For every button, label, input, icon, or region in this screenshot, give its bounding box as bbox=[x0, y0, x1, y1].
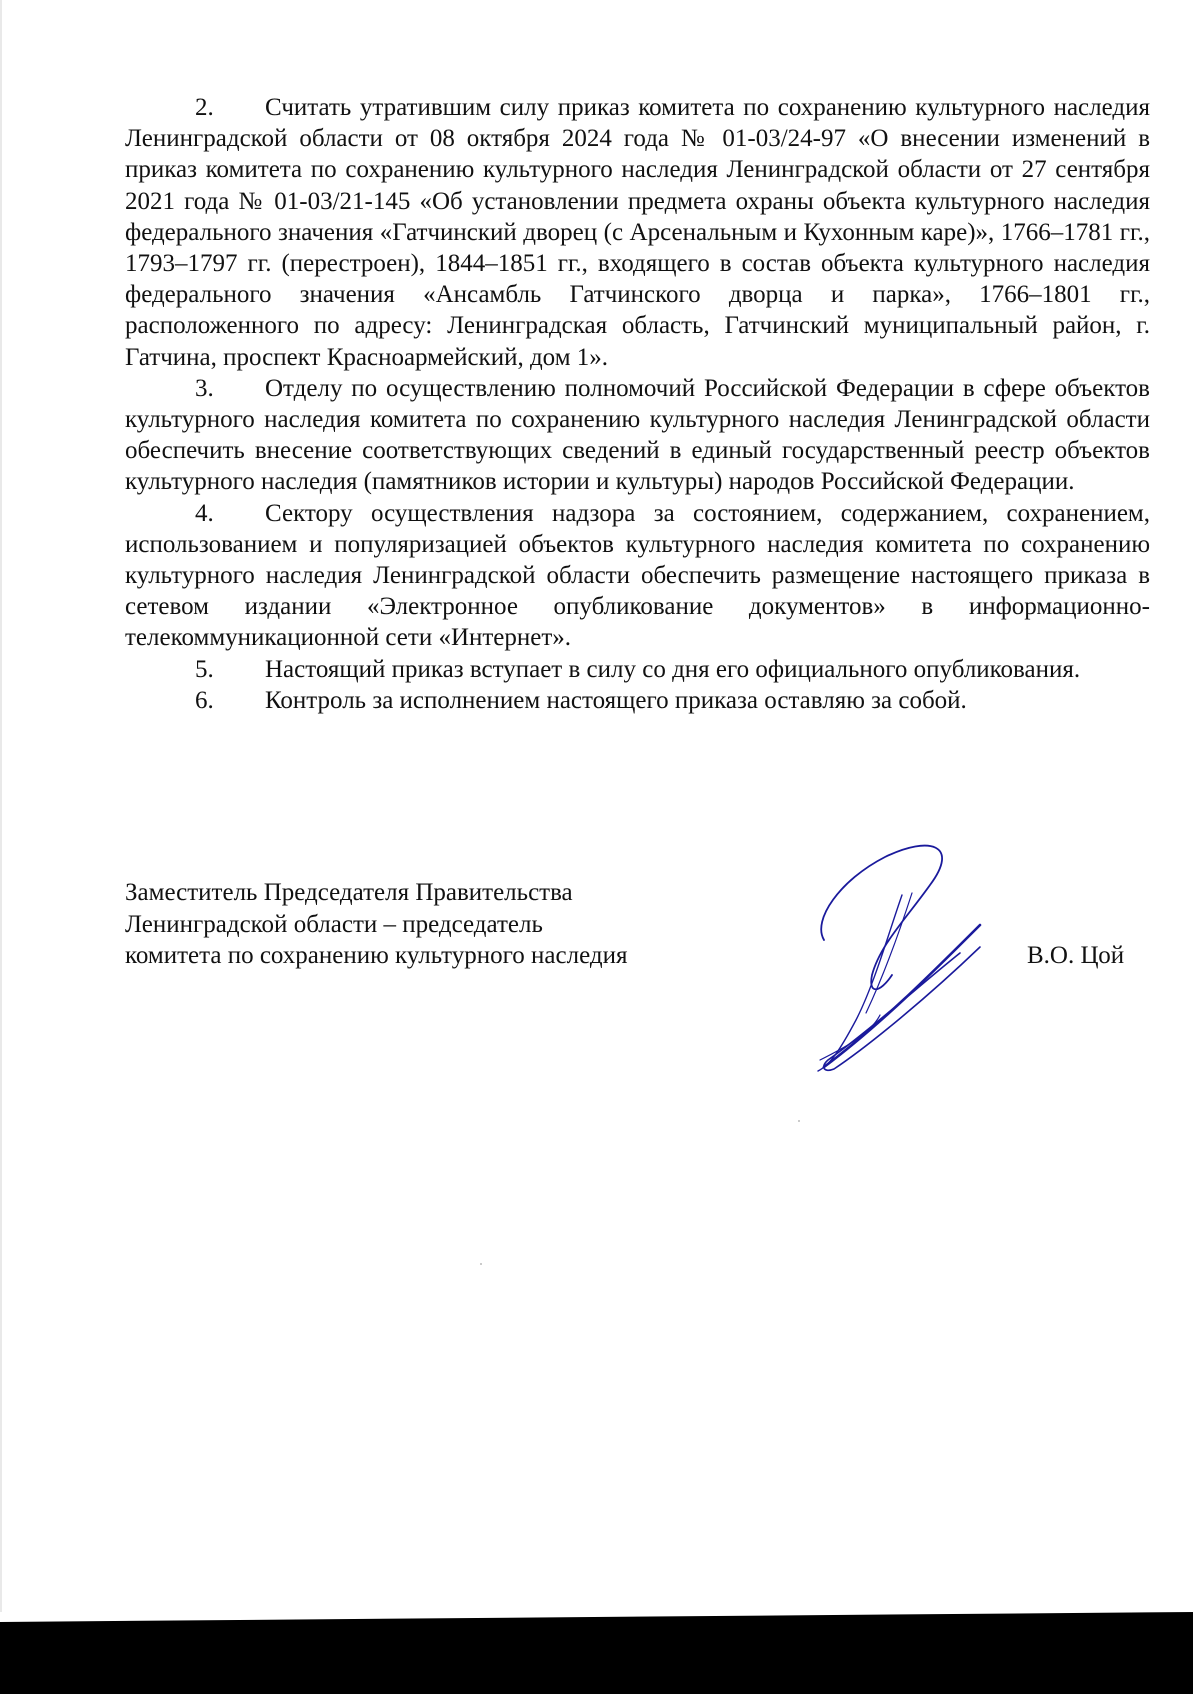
scan-speck bbox=[798, 1120, 800, 1122]
document-body bbox=[125, 92, 1150, 716]
signature-stroke bbox=[824, 947, 980, 1070]
paragraph-number: 3. bbox=[195, 374, 214, 402]
signature-stroke bbox=[866, 893, 912, 1013]
signer-position bbox=[125, 877, 765, 972]
scan-dark-band bbox=[0, 1612, 1200, 1694]
signer-position-line: Заместитель Председателя Правительства bbox=[125, 879, 573, 906]
paragraph-text: Контроль за исполнением настоящего приказа оставляю за собой. bbox=[265, 686, 967, 714]
paragraph-text: Настоящий приказ вступает в силу со дня его официального опубликования. bbox=[265, 655, 1081, 683]
paragraph-text: Считать утратившим силу приказ комитета по сохранению культурного наследия Ленинградской области от 08 октября 2024 года № 01-03/24-97 «О внесении изменений в приказ комитета по сохранению культурного наследия Ленинградской области от 27 сентября 2021 года № 01-03/21-145 «Об установлении предмета охраны объекта культурного наследия федерального значения «Гатчинский дворец (с Арсенальным и Кухонным каре)», 1766–1781 гг., 1793–1797 гг. (перестроен), 1844–1851 гг., входящего в состав объекта культурного наследия федерального значения «Ансамбль Гатчинского дворца и парка», 1766–1801 гг., расположенного по адресу: Ленинградская область, Гатчинский муниципальный район, г. Гатчина, проспект Красноармейский, дом 1». bbox=[125, 94, 1150, 371]
handwritten-signature bbox=[810, 835, 1010, 1085]
paragraph-text: Отделу по осуществлению полномочий Российской Федерации в сфере объектов культурного наследия комитета по сохранению культурного наследия Ленинградской области обеспечить внесение соответствующих сведений в единый государственный реестр объектов культурного наследия (памятников истории и культуры) народов Российской Федерации. bbox=[125, 374, 1150, 496]
paragraph-6 bbox=[125, 685, 1150, 716]
signer-name: В.О. Цой bbox=[1027, 942, 1125, 969]
paragraph-4 bbox=[125, 498, 1150, 654]
signature-stroke bbox=[820, 1015, 880, 1060]
scan-speck bbox=[480, 1263, 482, 1265]
scan-edge-shadow bbox=[0, 0, 2, 1620]
signature-stroke bbox=[818, 895, 902, 1071]
paragraph-number: 4. bbox=[195, 499, 214, 527]
signer-position-line: Ленинградской области – председатель bbox=[125, 910, 543, 938]
paragraph-text: Сектору осуществления надзора за состоянием, содержанием, сохранением, использованием и популяризацией объектов культурного наследия комитета по сохранению культурного наследия Ленинградской области обеспечить размещение настоящего приказа в сетевом издании «Электронное опубликование документов» в информационно-телекоммуникационной сети «Интернет». bbox=[125, 499, 1150, 652]
paragraph-2 bbox=[125, 92, 1150, 373]
signature-stroke bbox=[821, 846, 942, 990]
signer-position-line: комитета по сохранению культурного наследия bbox=[125, 942, 628, 969]
paragraph-number: 2. bbox=[195, 94, 214, 121]
paragraph-number: 6. bbox=[195, 686, 214, 714]
paragraph-5 bbox=[125, 654, 1150, 685]
paragraph-number: 5. bbox=[195, 655, 214, 683]
paragraph-3 bbox=[125, 373, 1150, 498]
